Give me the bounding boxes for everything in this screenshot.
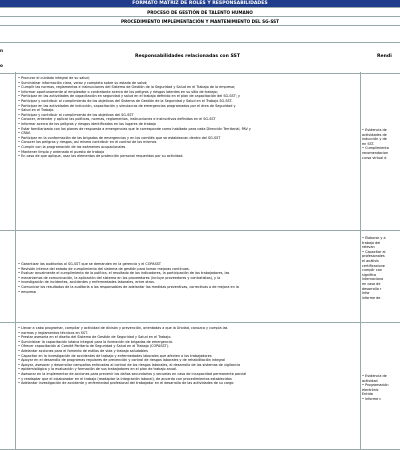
column-header-evidence-label: Rendi [377,54,392,59]
evidence-line: • Evidencia de [362,374,387,378]
row-role-cell [0,322,16,449]
table-row [0,230,400,323]
list-item: • Ofrecer capacitación al Comité Paritario de Seguridad y Salud en el Trabajo (COPASST). [18,344,358,349]
table-row [0,72,400,231]
row-role-cell [0,230,16,322]
list-item: • epidemiológica y la evaluación y formación de sus trabajadores en el plan de trabajo anual. [18,367,358,372]
evidence-line: en caso de [362,281,381,286]
evidence-line: inducción y de [362,137,387,142]
evidence-line: recomendacion [362,150,389,155]
evidence-line: • Cumplimiento [362,146,389,151]
evidence-line: • Elaborar y a [362,236,386,240]
list-item: • Conocer, entender y aplicar las políticas, normas, reglamentos, instrucciones e instructivos definidos en el SG-SST [18,117,358,122]
list-item: • En caso de que aplique, usar los elementos de protección personal requeridos por su actividad. [18,154,358,159]
list-item: • Llevar a cabo programar, compilar y actividad de divisón y prevención, orientadas a que la Unidad, conozca y cumpla las [18,326,358,331]
list-item: • Participar y contribuir al cumplimiento de los objetivos del Sistema de Gestión de la Seguridad y Salud en el Trabajo SG-SST. [18,99,358,104]
responsibilities-cell [15,72,361,230]
list-item: • Apoyar en el desarrollo de programas regulares de prevención y control de riesgos laborales y de rehabilitación integral [18,358,358,363]
evidence-line: certificacione [362,263,385,268]
evidence-line: desarrollo r [362,286,382,291]
column-header-responsibilities-label: Responsabilidades relacionadas con SST [135,54,240,59]
list-item: • Conocer los peligros y riesgos, así mismo contribuir en el control de los mismos [18,140,358,145]
list-item: • CRAV. [18,131,358,136]
list-item: • Informar acerca de los peligros y riesgos identificados en los lugares de trabajo [18,122,358,127]
evidence-cell [360,72,400,230]
evidence-line: curso virtual d [362,155,387,160]
evidence-line: actividad [362,378,378,383]
list-item: • y readaptar que el colaborador en el trabajo (readaptar la integración laboral), de acuerdo con procedimientos establecidos [18,377,358,382]
responsibilities-cell [15,230,361,322]
header-spacer [0,25,400,43]
list-item: • empresa [18,290,358,295]
list-item: • Adelantar investigación de accidente y enfermedad profesional del trabajador en el desarrollo de las actividades de su cargo [18,381,358,386]
table-row [0,322,400,450]
evidence-line: Infor [362,291,370,296]
list-item: • Prestar asesoría en el diseño del Sistema de Gestión de Seguridad y Salud en el Trabajo. [18,335,358,340]
list-item: • Participar en las actividades de capacitación en seguridad y salud en el trabajo definido en el plan de capacitación del SG-SST; y [18,94,358,99]
evidence-line: actividades de [362,132,387,137]
column-header-evidence [360,42,400,74]
list-item: • Apoyar, asesorar y desarrollar campañas enfocadas al control de los riesgos laborales, al desarrollo de los sistemas de vigilancia [18,363,358,368]
column-header-responsibilities [15,42,361,74]
evidence-line: electrónic [362,387,379,392]
evidence-cell [360,322,400,449]
list-item: • Revisión interna del estado de cumplimiento del sistema de gestión para tomar mejoras continuas. [18,267,358,272]
list-item: • investigación de incidentes, accidentes y enfermedades laborales, entre otros. [18,280,358,285]
column-header-first-fragment-2: o [0,63,3,68]
list-item: • Participar en las actividades de inducción, capacitación y simulacros de emergencias programados por el área de Seguridad y [18,104,358,109]
list-item: • Comunicar los resultados de la auditoría a los responsables de adelantar las medidas preventivas, correctivas o de mejora en la [18,285,358,290]
list-item: • mecanismos de comunicación, la aplicación del sistema en los proveedores (incluye proveedores y contratistas), y la [18,276,358,281]
column-header-first [0,42,16,74]
list-item: • Participar y contribuir al cumplimiento de los objetivos del SG-SST [18,113,358,118]
list-item: • Procurar el cuidado integral de su salud; [18,76,358,81]
list-item: • Informar oportunamente al empleador o contratante acerca de los peligros y riesgos latentes en su sitio de trabajo; [18,90,358,95]
row-role-cell [0,72,16,230]
list-item: • Cumplir las normas, reglamentos e instrucciones del Sistema de Gestión de la Seguridad y Salud en el Trabajo de la empresa; [18,85,358,90]
responsibilities-cell [15,322,361,449]
list-item: • Suministrar la capacitación básica integral para la formación de brigadas de emergencia. [18,340,358,345]
evidence-line: • Evidencia de [362,128,387,132]
evidence-line: • Informe c [362,396,382,401]
evidence-line: informe de [362,295,381,300]
evidence-line: • Capacitar al [362,249,386,254]
column-header-first-fragment-1: n [0,48,3,53]
list-item: • Capacitar en la investigación de accidentes de trabajo y enfermedades laborales que afecten a los trabajadores [18,354,358,359]
list-item: • Evaluar anualmente el cumplimiento de la política, el resultado de los indicadores, la participación de los trabajadores, las [18,271,358,276]
form-title-banner: FORMATO MATRIZ DE ROLES Y RESPONSABILIDADES [0,0,400,7]
list-item: • Mantener limpio y ordenado el puesto de trabajo [18,150,358,155]
process-name: PROCESO DE GESTIÓN DE TALENTO HUMANO [0,7,400,17]
evidence-cell [360,230,400,322]
evidence-line: trabajo del [362,240,381,245]
evidence-line: Entida [362,392,373,397]
evidence-line: relevan [362,245,375,250]
evidence-line: cumplir con [362,268,382,273]
evidence-line: • Programación [362,383,389,388]
list-item: • normas y reglamentos técnicos en SST. [18,331,358,336]
list-item: • Salud en el Trabajo. [18,108,358,113]
procedure-name: PROCEDIMIENTO IMPLEMENTACIÓN Y MANTENIMIENTO DEL SG-SST [0,16,400,26]
evidence-line: el análisis [362,258,379,263]
list-item: • Adelantar acciones para el fomento de estilos de vida y trabajo saludables [18,349,358,354]
list-item: • Asesorar en la implementar de acciones para prevenir los daños secundarios y secuelas en caso de incapacidad permanente parcial [18,372,358,377]
list-item: • Participar en la conformación de las brigadas de emergencias y en los comités que se establezcan dentro del SG-SST [18,136,358,141]
evidence-line: profesionales [362,254,385,259]
list-item: • Garantizar las auditorías al SG-SST que se demanden en la gerencia y el COPASST [18,262,358,267]
list-item: • Cumplir con la programación de los exámenes ocupacionales [18,145,358,150]
list-item: • Suministrar información clara, veraz y completa sobre su estado de salud; [18,81,358,86]
list-item: • Estar familiarizado con los planes de respuesta a emergencias que le corresponde como habitado para cada Dirección Territorial, PAV y [18,127,358,132]
evidence-line: significa [362,272,377,277]
evidence-line: internaciona [362,277,384,282]
evidence-line: en SST. [362,141,375,146]
